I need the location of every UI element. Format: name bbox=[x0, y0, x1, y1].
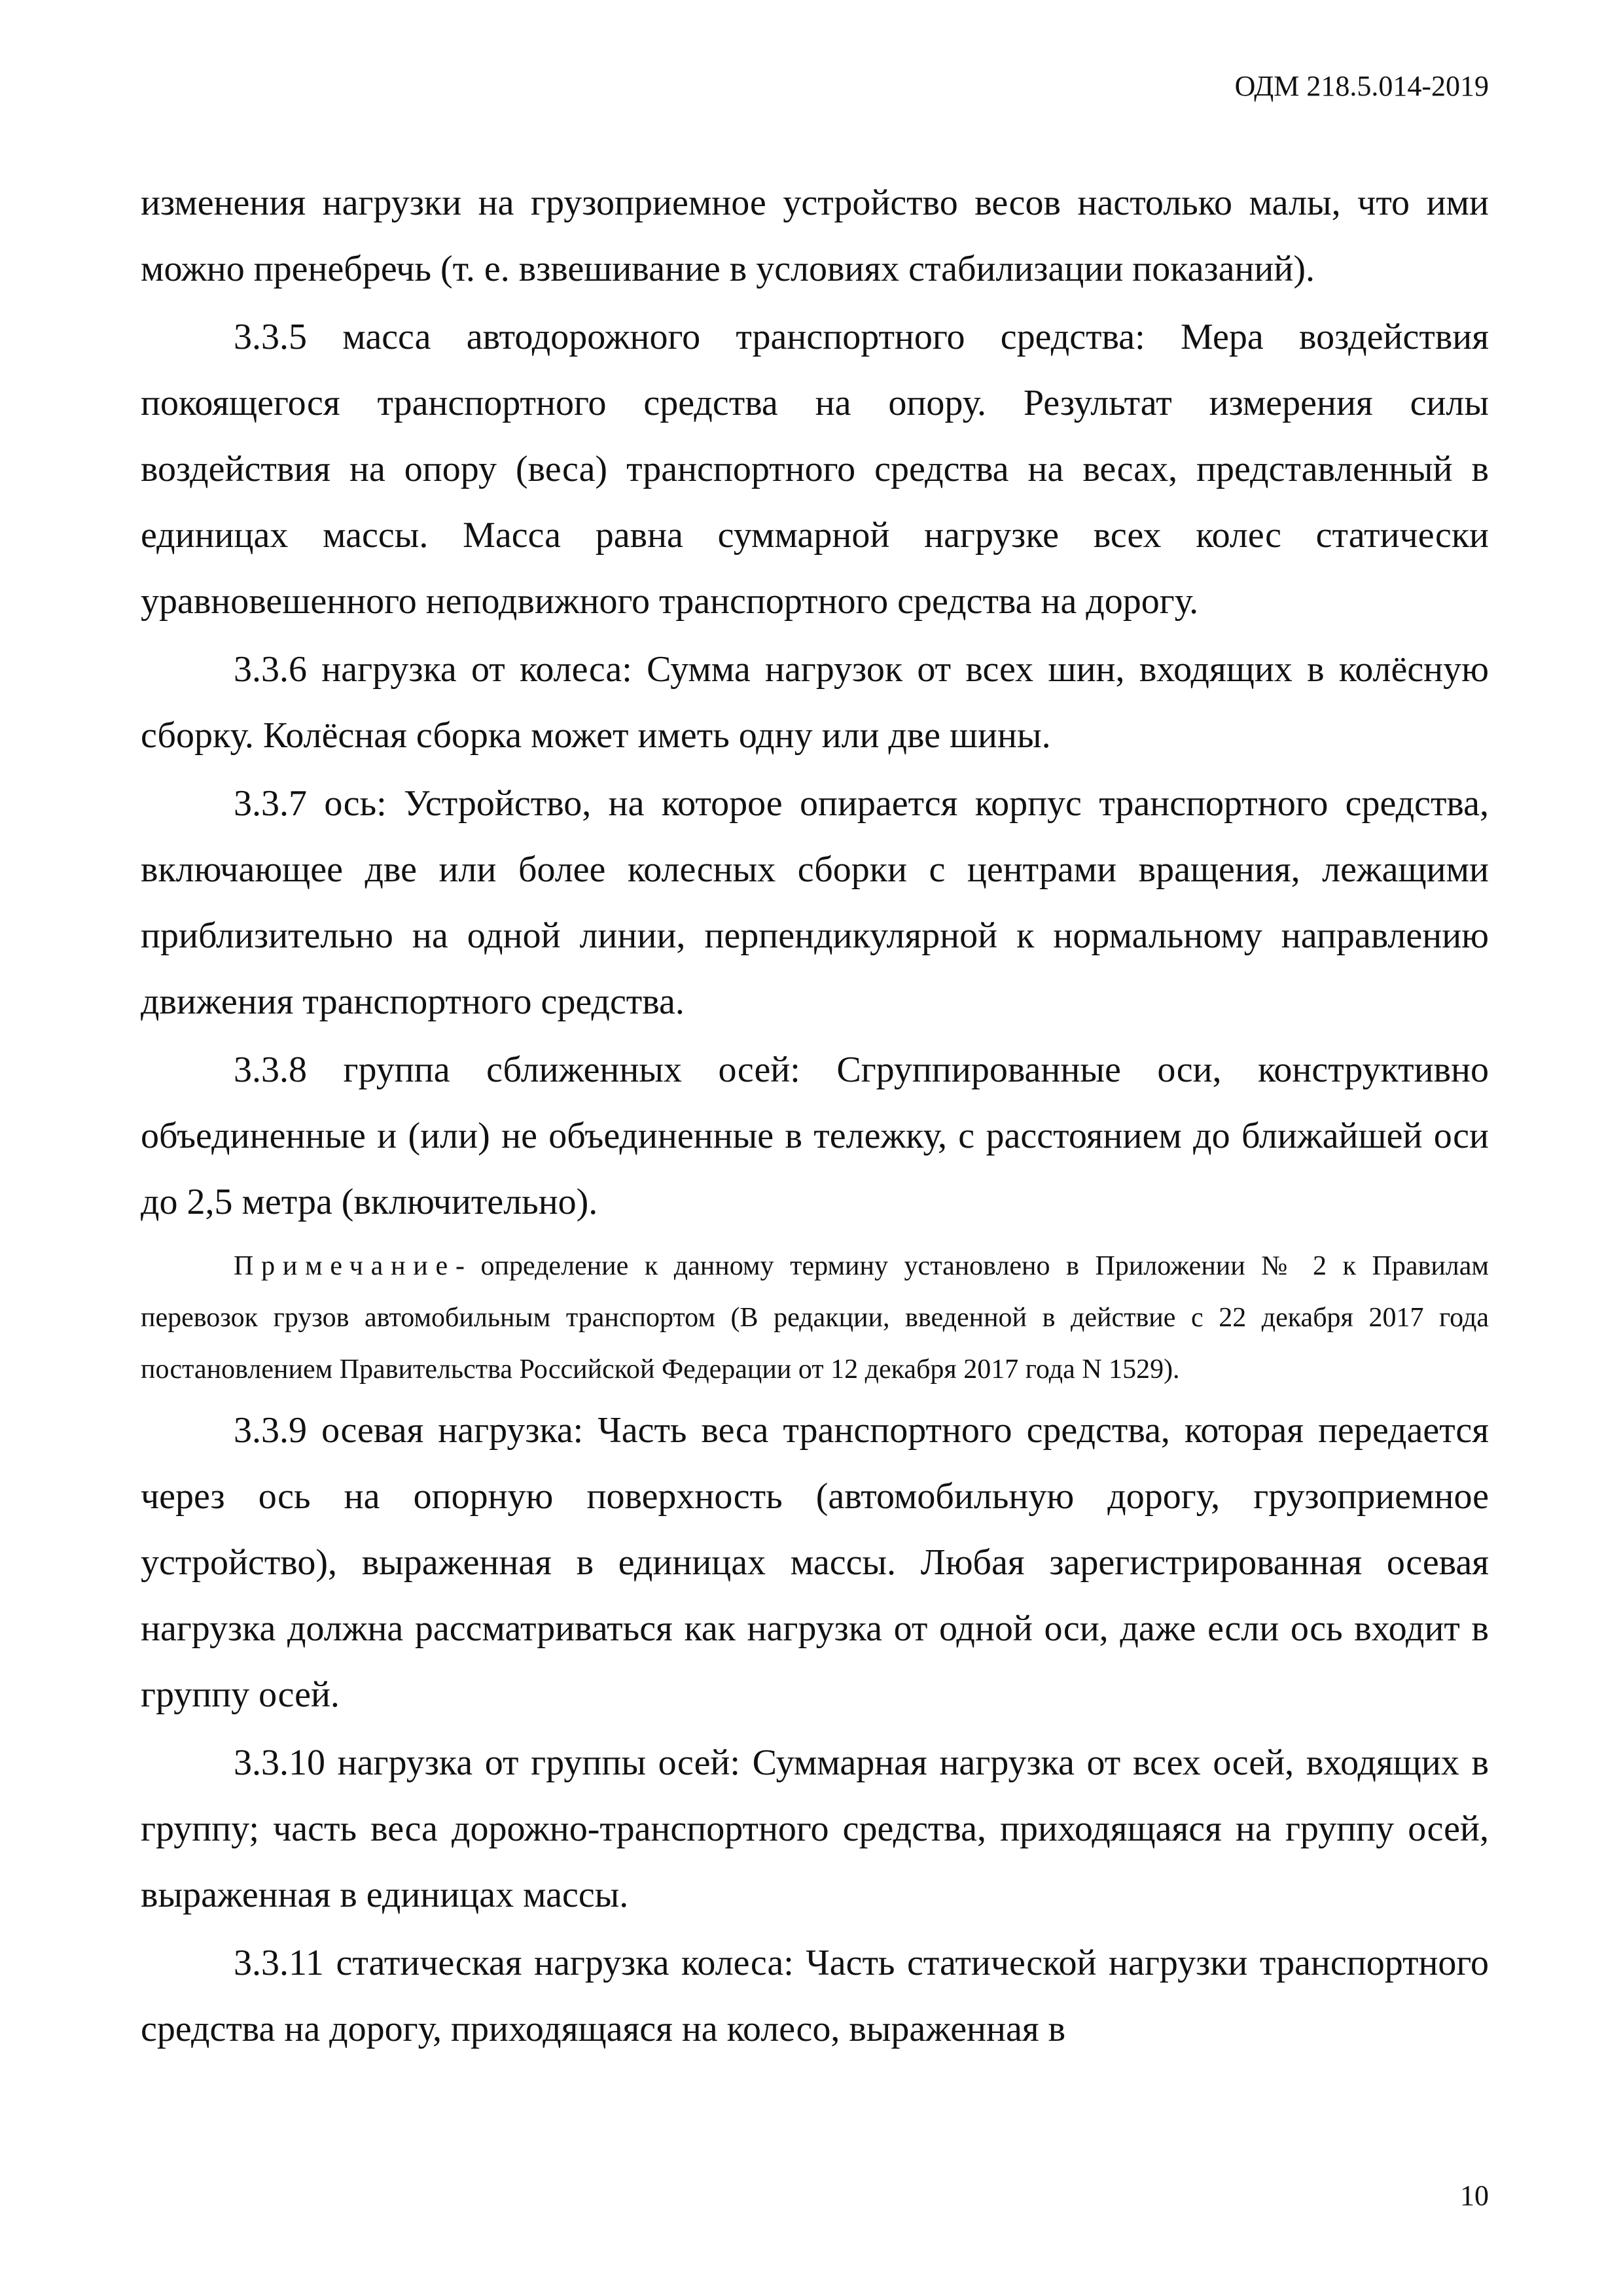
page-number: 10 bbox=[1460, 2180, 1489, 2212]
paragraph-3-3-10: 3.3.10 нагрузка от группы осей: Суммарная нагрузка от всех осей, входящих в группу; часть веса дорожно-транспортного средства, приходящаяся на группу осей, выраженная в единицах массы. bbox=[141, 1742, 1489, 1915]
paragraph-3-3-6: 3.3.6 нагрузка от колеса: Сумма нагрузок от всех шин, входящих в колёсную сборку. Колёсная сборка может иметь одну или две шины. bbox=[141, 649, 1489, 756]
paragraph-3-3-9: 3.3.9 осевая нагрузка: Часть веса транспортного средства, которая передается через ось на опорную поверхность (автомобильную дорогу, грузоприемное устройство), выраженная в единицах массы. Любая зарегистрированная осевая нагрузка должна рассматриваться как нагрузка от одной оси, даже если ось входит в группу осей. bbox=[141, 1410, 1489, 1715]
paragraph-continuation: изменения нагрузки на грузоприемное устройство весов настолько малы, что ими можно пренебречь (т. е. взвешивание в условиях стабилизации показаний). bbox=[141, 183, 1489, 289]
document-code: ОДМ 218.5.014-2019 bbox=[1234, 70, 1489, 102]
paragraph-3-3-5: 3.3.5 масса автодорожного транспортного средства: Мера воздействия покоящегося транспортного средства на опору. Результат измерения силы воздействия на опору (веса) транспортного средства на весах, представленный в единицах массы. Масса равна суммарной нагрузке всех колес статически уравновешенного неподвижного транспортного средства на дорогу. bbox=[141, 317, 1489, 622]
document-body bbox=[141, 170, 1489, 2062]
paragraph-3-3-8: 3.3.8 группа сближенных осей: Сгруппированные оси, конструктивно объединенные и (или) не объединенные в тележку, с расстоянием до ближайшей оси до 2,5 метра (включительно). bbox=[141, 1050, 1489, 1222]
note bbox=[141, 1241, 1489, 1396]
note-text: - определение к данному термину установлено в Приложении № 2 к Правилам перевозок грузов автомобильным транспортом (В редакции, введенной в действие с 22 декабря 2017 года постановлением Правительства Российской Федерации от 12 декабря 2017 года N 1529). bbox=[141, 1251, 1489, 1385]
paragraph-3-3-7: 3.3.7 ось: Устройство, на которое опирается корпус транспортного средства, включающее две или более колесных сборки с центрами вращения, лежащими приблизительно на одной линии, перпендикулярной к нормальному направлению движения транспортного средства. bbox=[141, 783, 1489, 1022]
paragraph-3-3-11: 3.3.11 статическая нагрузка колеса: Часть статической нагрузки транспортного средства на дорогу, приходящаяся на колесо, выраженная в bbox=[141, 1943, 1489, 2049]
note-label: Примечание bbox=[234, 1251, 455, 1281]
